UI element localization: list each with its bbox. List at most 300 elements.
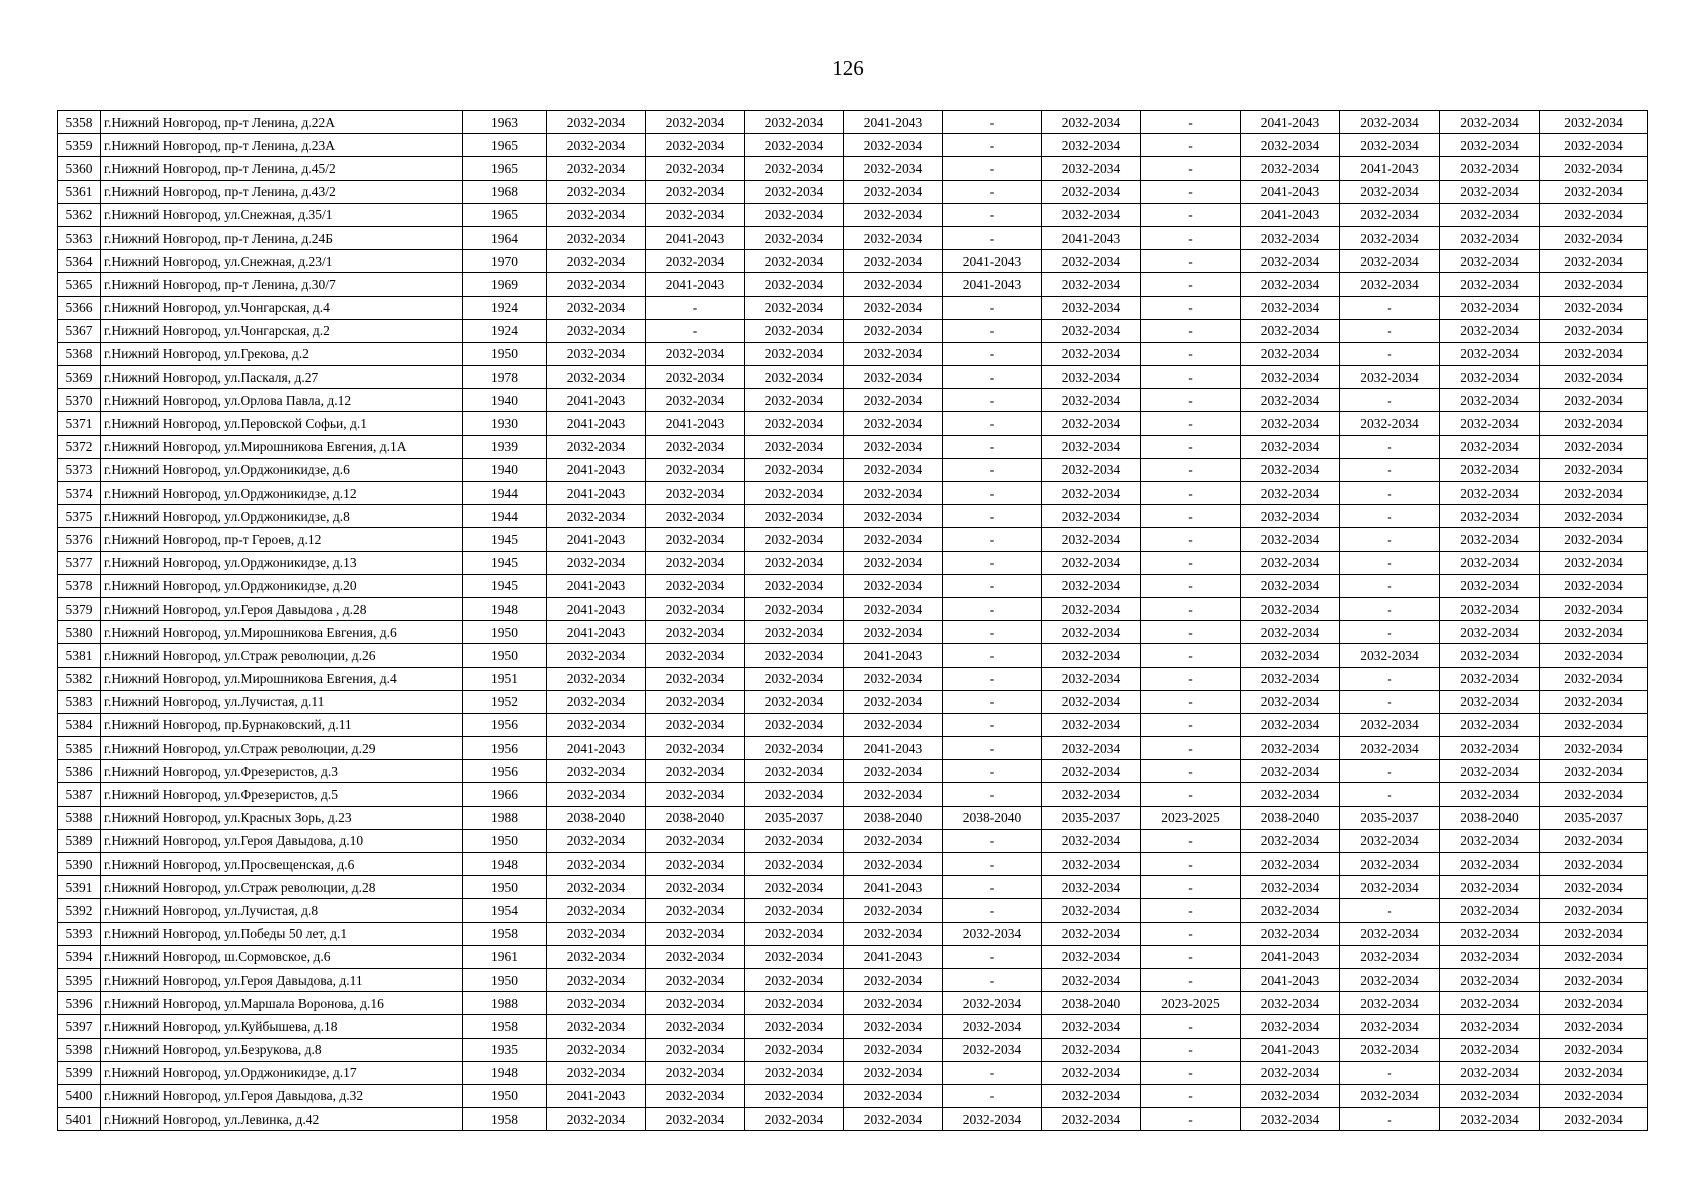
table-row xyxy=(58,1108,1648,1131)
year-cell: 1944 xyxy=(463,482,547,505)
address-cell: г.Нижний Новгород, ул.Красных Зорь, д.23 xyxy=(101,806,463,829)
period-cell-3: 2032-2034 xyxy=(745,1015,844,1038)
year-cell: 1924 xyxy=(463,296,547,319)
address-cell: г.Нижний Новгород, ул.Героя Давыдова, д.10 xyxy=(101,829,463,852)
address-cell: г.Нижний Новгород, пр-т Ленина, д.24Б xyxy=(101,226,463,249)
period-cell-11: 2032-2034 xyxy=(1540,853,1648,876)
period-cell-10: 2032-2034 xyxy=(1440,713,1540,736)
period-cell-4: 2032-2034 xyxy=(844,667,943,690)
period-cell-4: 2032-2034 xyxy=(844,319,943,342)
period-cell-11: 2032-2034 xyxy=(1540,319,1648,342)
period-cell-11: 2032-2034 xyxy=(1540,760,1648,783)
table-row xyxy=(58,551,1648,574)
period-cell-6: 2032-2034 xyxy=(1042,737,1141,760)
period-cell-3: 2032-2034 xyxy=(745,597,844,620)
period-cell-10: 2032-2034 xyxy=(1440,1108,1540,1131)
year-cell: 1945 xyxy=(463,528,547,551)
period-cell-1: 2041-2043 xyxy=(547,597,646,620)
period-cell-9: 2032-2034 xyxy=(1340,134,1440,157)
period-cell-8: 2032-2034 xyxy=(1241,319,1340,342)
period-cell-4: 2032-2034 xyxy=(844,1038,943,1061)
period-cell-10: 2032-2034 xyxy=(1440,157,1540,180)
year-cell: 1956 xyxy=(463,713,547,736)
period-cell-2: 2032-2034 xyxy=(646,389,745,412)
period-cell-9: - xyxy=(1340,528,1440,551)
period-cell-7: - xyxy=(1141,273,1241,296)
period-cell-9: - xyxy=(1340,435,1440,458)
year-cell: 1961 xyxy=(463,945,547,968)
row-number-cell: 5360 xyxy=(58,157,101,180)
address-cell: г.Нижний Новгород, ул.Орджоникидзе, д.13 xyxy=(101,551,463,574)
period-cell-6: 2032-2034 xyxy=(1042,644,1141,667)
period-cell-4: 2032-2034 xyxy=(844,899,943,922)
period-cell-8: 2032-2034 xyxy=(1241,690,1340,713)
address-cell: г.Нижний Новгород, ул.Орджоникидзе, д.6 xyxy=(101,458,463,481)
registry-table xyxy=(57,110,1648,1131)
period-cell-1: 2032-2034 xyxy=(547,945,646,968)
address-cell: г.Нижний Новгород, ул.Героя Давыдова, д.32 xyxy=(101,1084,463,1107)
period-cell-6: 2032-2034 xyxy=(1042,945,1141,968)
period-cell-3: 2032-2034 xyxy=(745,968,844,991)
period-cell-6: 2032-2034 xyxy=(1042,783,1141,806)
period-cell-1: 2032-2034 xyxy=(547,296,646,319)
period-cell-9: - xyxy=(1340,389,1440,412)
period-cell-4: 2032-2034 xyxy=(844,621,943,644)
row-number-cell: 5382 xyxy=(58,667,101,690)
period-cell-2: 2032-2034 xyxy=(646,1015,745,1038)
period-cell-8: 2032-2034 xyxy=(1241,876,1340,899)
period-cell-2: 2032-2034 xyxy=(646,713,745,736)
period-cell-8: 2032-2034 xyxy=(1241,574,1340,597)
period-cell-8: 2032-2034 xyxy=(1241,342,1340,365)
period-cell-7: - xyxy=(1141,968,1241,991)
period-cell-8: 2032-2034 xyxy=(1241,389,1340,412)
year-cell: 1950 xyxy=(463,644,547,667)
period-cell-8: 2032-2034 xyxy=(1241,899,1340,922)
period-cell-5: 2041-2043 xyxy=(943,273,1042,296)
period-cell-3: 2032-2034 xyxy=(745,389,844,412)
period-cell-8: 2032-2034 xyxy=(1241,273,1340,296)
period-cell-9: - xyxy=(1340,783,1440,806)
period-cell-3: 2032-2034 xyxy=(745,296,844,319)
period-cell-2: 2032-2034 xyxy=(646,899,745,922)
table-row xyxy=(58,829,1648,852)
row-number-cell: 5367 xyxy=(58,319,101,342)
period-cell-8: 2032-2034 xyxy=(1241,853,1340,876)
period-cell-6: 2032-2034 xyxy=(1042,760,1141,783)
period-cell-9: - xyxy=(1340,342,1440,365)
period-cell-7: 2023-2025 xyxy=(1141,992,1241,1015)
period-cell-4: 2032-2034 xyxy=(844,342,943,365)
period-cell-2: 2038-2040 xyxy=(646,806,745,829)
period-cell-9: 2032-2034 xyxy=(1340,829,1440,852)
period-cell-6: 2032-2034 xyxy=(1042,1108,1141,1131)
table-row xyxy=(58,1038,1648,1061)
period-cell-6: 2032-2034 xyxy=(1042,458,1141,481)
period-cell-4: 2041-2043 xyxy=(844,737,943,760)
period-cell-11: 2032-2034 xyxy=(1540,621,1648,644)
period-cell-7: - xyxy=(1141,1084,1241,1107)
row-number-cell: 5361 xyxy=(58,180,101,203)
table-row xyxy=(58,737,1648,760)
period-cell-11: 2035-2037 xyxy=(1540,806,1648,829)
row-number-cell: 5362 xyxy=(58,203,101,226)
period-cell-5: - xyxy=(943,737,1042,760)
year-cell: 1965 xyxy=(463,157,547,180)
period-cell-10: 2032-2034 xyxy=(1440,482,1540,505)
period-cell-7: - xyxy=(1141,180,1241,203)
period-cell-7: - xyxy=(1141,829,1241,852)
period-cell-11: 2032-2034 xyxy=(1540,1015,1648,1038)
period-cell-10: 2032-2034 xyxy=(1440,968,1540,991)
period-cell-6: 2032-2034 xyxy=(1042,551,1141,574)
row-number-cell: 5375 xyxy=(58,505,101,528)
period-cell-11: 2032-2034 xyxy=(1540,992,1648,1015)
period-cell-10: 2032-2034 xyxy=(1440,597,1540,620)
period-cell-1: 2032-2034 xyxy=(547,342,646,365)
period-cell-10: 2032-2034 xyxy=(1440,505,1540,528)
period-cell-6: 2032-2034 xyxy=(1042,690,1141,713)
period-cell-4: 2032-2034 xyxy=(844,458,943,481)
period-cell-8: 2032-2034 xyxy=(1241,134,1340,157)
period-cell-3: 2032-2034 xyxy=(745,435,844,458)
period-cell-11: 2032-2034 xyxy=(1540,134,1648,157)
period-cell-9: 2032-2034 xyxy=(1340,226,1440,249)
period-cell-6: 2032-2034 xyxy=(1042,203,1141,226)
period-cell-7: - xyxy=(1141,134,1241,157)
period-cell-1: 2032-2034 xyxy=(547,644,646,667)
period-cell-3: 2032-2034 xyxy=(745,157,844,180)
period-cell-1: 2032-2034 xyxy=(547,505,646,528)
period-cell-11: 2032-2034 xyxy=(1540,528,1648,551)
address-cell: г.Нижний Новгород, ул.Просвещенская, д.6 xyxy=(101,853,463,876)
period-cell-5: - xyxy=(943,319,1042,342)
row-number-cell: 5397 xyxy=(58,1015,101,1038)
period-cell-11: 2032-2034 xyxy=(1540,111,1648,134)
year-cell: 1944 xyxy=(463,505,547,528)
row-number-cell: 5399 xyxy=(58,1061,101,1084)
period-cell-1: 2032-2034 xyxy=(547,667,646,690)
period-cell-10: 2032-2034 xyxy=(1440,296,1540,319)
row-number-cell: 5371 xyxy=(58,412,101,435)
address-cell: г.Нижний Новгород, пр-т Ленина, д.23А xyxy=(101,134,463,157)
table-row xyxy=(58,899,1648,922)
table-row xyxy=(58,1015,1648,1038)
period-cell-8: 2038-2040 xyxy=(1241,806,1340,829)
period-cell-6: 2032-2034 xyxy=(1042,621,1141,644)
period-cell-1: 2032-2034 xyxy=(547,1061,646,1084)
period-cell-1: 2041-2043 xyxy=(547,412,646,435)
table-row xyxy=(58,968,1648,991)
period-cell-10: 2032-2034 xyxy=(1440,853,1540,876)
table-row xyxy=(58,992,1648,1015)
period-cell-2: 2032-2034 xyxy=(646,574,745,597)
year-cell: 1978 xyxy=(463,366,547,389)
period-cell-9: 2032-2034 xyxy=(1340,180,1440,203)
period-cell-1: 2032-2034 xyxy=(547,551,646,574)
table-row xyxy=(58,180,1648,203)
period-cell-9: 2035-2037 xyxy=(1340,806,1440,829)
row-number-cell: 5364 xyxy=(58,250,101,273)
period-cell-6: 2032-2034 xyxy=(1042,157,1141,180)
period-cell-11: 2032-2034 xyxy=(1540,574,1648,597)
period-cell-5: - xyxy=(943,574,1042,597)
period-cell-2: 2032-2034 xyxy=(646,992,745,1015)
period-cell-2: 2032-2034 xyxy=(646,922,745,945)
year-cell: 1950 xyxy=(463,1084,547,1107)
table-row xyxy=(58,250,1648,273)
period-cell-11: 2032-2034 xyxy=(1540,713,1648,736)
period-cell-9: 2032-2034 xyxy=(1340,1084,1440,1107)
table-row xyxy=(58,435,1648,458)
period-cell-10: 2032-2034 xyxy=(1440,412,1540,435)
period-cell-3: 2032-2034 xyxy=(745,737,844,760)
period-cell-7: - xyxy=(1141,690,1241,713)
address-cell: г.Нижний Новгород, ул.Куйбышева, д.18 xyxy=(101,1015,463,1038)
row-number-cell: 5393 xyxy=(58,922,101,945)
period-cell-9: - xyxy=(1340,458,1440,481)
period-cell-7: 2023-2025 xyxy=(1141,806,1241,829)
period-cell-5: - xyxy=(943,1061,1042,1084)
period-cell-8: 2041-2043 xyxy=(1241,968,1340,991)
period-cell-6: 2032-2034 xyxy=(1042,319,1141,342)
row-number-cell: 5386 xyxy=(58,760,101,783)
period-cell-9: 2032-2034 xyxy=(1340,273,1440,296)
period-cell-5: - xyxy=(943,296,1042,319)
address-cell: г.Нижний Новгород, ул.Лучистая, д.8 xyxy=(101,899,463,922)
period-cell-1: 2032-2034 xyxy=(547,111,646,134)
period-cell-2: 2032-2034 xyxy=(646,783,745,806)
period-cell-9: 2041-2043 xyxy=(1340,157,1440,180)
address-cell: г.Нижний Новгород, пр-т Ленина, д.30/7 xyxy=(101,273,463,296)
period-cell-11: 2032-2034 xyxy=(1540,737,1648,760)
year-cell: 1965 xyxy=(463,134,547,157)
period-cell-4: 2038-2040 xyxy=(844,806,943,829)
period-cell-11: 2032-2034 xyxy=(1540,389,1648,412)
period-cell-1: 2032-2034 xyxy=(547,319,646,342)
period-cell-2: 2041-2043 xyxy=(646,412,745,435)
period-cell-6: 2032-2034 xyxy=(1042,250,1141,273)
row-number-cell: 5400 xyxy=(58,1084,101,1107)
row-number-cell: 5387 xyxy=(58,783,101,806)
period-cell-1: 2032-2034 xyxy=(547,760,646,783)
address-cell: г.Нижний Новгород, пр-т Ленина, д.45/2 xyxy=(101,157,463,180)
table-row xyxy=(58,574,1648,597)
row-number-cell: 5373 xyxy=(58,458,101,481)
period-cell-10: 2032-2034 xyxy=(1440,273,1540,296)
address-cell: г.Нижний Новгород, ул.Мирошникова Евгения, д.4 xyxy=(101,667,463,690)
period-cell-2: 2032-2034 xyxy=(646,1038,745,1061)
period-cell-5: - xyxy=(943,435,1042,458)
period-cell-2: 2032-2034 xyxy=(646,737,745,760)
period-cell-3: 2032-2034 xyxy=(745,551,844,574)
address-cell: г.Нижний Новгород, ул.Героя Давыдова , д.28 xyxy=(101,597,463,620)
period-cell-1: 2041-2043 xyxy=(547,574,646,597)
period-cell-9: - xyxy=(1340,667,1440,690)
period-cell-5: - xyxy=(943,667,1042,690)
period-cell-3: 2032-2034 xyxy=(745,876,844,899)
table-row xyxy=(58,273,1648,296)
table-row xyxy=(58,713,1648,736)
row-number-cell: 5370 xyxy=(58,389,101,412)
period-cell-8: 2032-2034 xyxy=(1241,644,1340,667)
period-cell-2: 2032-2034 xyxy=(646,667,745,690)
year-cell: 1969 xyxy=(463,273,547,296)
period-cell-4: 2032-2034 xyxy=(844,273,943,296)
row-number-cell: 5365 xyxy=(58,273,101,296)
period-cell-4: 2032-2034 xyxy=(844,853,943,876)
period-cell-1: 2041-2043 xyxy=(547,482,646,505)
period-cell-3: 2032-2034 xyxy=(745,690,844,713)
period-cell-2: 2032-2034 xyxy=(646,180,745,203)
period-cell-9: 2032-2034 xyxy=(1340,945,1440,968)
period-cell-2: 2032-2034 xyxy=(646,157,745,180)
period-cell-5: 2032-2034 xyxy=(943,992,1042,1015)
period-cell-10: 2032-2034 xyxy=(1440,667,1540,690)
period-cell-8: 2032-2034 xyxy=(1241,1015,1340,1038)
period-cell-5: - xyxy=(943,690,1042,713)
period-cell-9: 2032-2034 xyxy=(1340,713,1440,736)
period-cell-8: 2032-2034 xyxy=(1241,760,1340,783)
period-cell-3: 2032-2034 xyxy=(745,992,844,1015)
year-cell: 1958 xyxy=(463,1108,547,1131)
period-cell-5: - xyxy=(943,203,1042,226)
year-cell: 1964 xyxy=(463,226,547,249)
period-cell-6: 2032-2034 xyxy=(1042,180,1141,203)
period-cell-11: 2032-2034 xyxy=(1540,180,1648,203)
year-cell: 1956 xyxy=(463,760,547,783)
period-cell-2: 2032-2034 xyxy=(646,1061,745,1084)
period-cell-2: 2032-2034 xyxy=(646,945,745,968)
period-cell-8: 2032-2034 xyxy=(1241,226,1340,249)
period-cell-5: - xyxy=(943,157,1042,180)
period-cell-3: 2032-2034 xyxy=(745,1084,844,1107)
year-cell: 1950 xyxy=(463,829,547,852)
period-cell-6: 2032-2034 xyxy=(1042,435,1141,458)
address-cell: г.Нижний Новгород, ул.Снежная, д.35/1 xyxy=(101,203,463,226)
period-cell-6: 2032-2034 xyxy=(1042,528,1141,551)
period-cell-7: - xyxy=(1141,250,1241,273)
period-cell-10: 2032-2034 xyxy=(1440,829,1540,852)
table-row xyxy=(58,667,1648,690)
period-cell-6: 2032-2034 xyxy=(1042,853,1141,876)
period-cell-2: 2032-2034 xyxy=(646,597,745,620)
year-cell: 1945 xyxy=(463,551,547,574)
period-cell-5: 2032-2034 xyxy=(943,1015,1042,1038)
period-cell-7: - xyxy=(1141,644,1241,667)
year-cell: 1945 xyxy=(463,574,547,597)
period-cell-5: - xyxy=(943,366,1042,389)
period-cell-7: - xyxy=(1141,203,1241,226)
period-cell-8: 2032-2034 xyxy=(1241,597,1340,620)
period-cell-3: 2032-2034 xyxy=(745,574,844,597)
year-cell: 1958 xyxy=(463,1015,547,1038)
period-cell-7: - xyxy=(1141,876,1241,899)
period-cell-2: 2041-2043 xyxy=(646,273,745,296)
period-cell-10: 2032-2034 xyxy=(1440,644,1540,667)
period-cell-8: 2032-2034 xyxy=(1241,296,1340,319)
row-number-cell: 5378 xyxy=(58,574,101,597)
period-cell-4: 2032-2034 xyxy=(844,992,943,1015)
period-cell-10: 2032-2034 xyxy=(1440,621,1540,644)
period-cell-7: - xyxy=(1141,528,1241,551)
period-cell-9: - xyxy=(1340,296,1440,319)
table-row xyxy=(58,806,1648,829)
period-cell-9: - xyxy=(1340,1108,1440,1131)
period-cell-6: 2038-2040 xyxy=(1042,992,1141,1015)
period-cell-11: 2032-2034 xyxy=(1540,273,1648,296)
period-cell-11: 2032-2034 xyxy=(1540,644,1648,667)
row-number-cell: 5359 xyxy=(58,134,101,157)
period-cell-5: - xyxy=(943,713,1042,736)
table-row xyxy=(58,945,1648,968)
period-cell-10: 2032-2034 xyxy=(1440,458,1540,481)
period-cell-9: 2032-2034 xyxy=(1340,992,1440,1015)
period-cell-11: 2032-2034 xyxy=(1540,783,1648,806)
period-cell-9: 2032-2034 xyxy=(1340,853,1440,876)
period-cell-1: 2032-2034 xyxy=(547,690,646,713)
table-row xyxy=(58,783,1648,806)
address-cell: г.Нижний Новгород, ул.Победы 50 лет, д.1 xyxy=(101,922,463,945)
period-cell-9: - xyxy=(1340,690,1440,713)
period-cell-10: 2032-2034 xyxy=(1440,180,1540,203)
period-cell-11: 2032-2034 xyxy=(1540,226,1648,249)
period-cell-5: - xyxy=(943,829,1042,852)
period-cell-7: - xyxy=(1141,412,1241,435)
period-cell-3: 2032-2034 xyxy=(745,412,844,435)
period-cell-8: 2032-2034 xyxy=(1241,551,1340,574)
year-cell: 1965 xyxy=(463,203,547,226)
period-cell-10: 2032-2034 xyxy=(1440,690,1540,713)
period-cell-10: 2032-2034 xyxy=(1440,1061,1540,1084)
period-cell-10: 2032-2034 xyxy=(1440,389,1540,412)
period-cell-6: 2032-2034 xyxy=(1042,899,1141,922)
year-cell: 1939 xyxy=(463,435,547,458)
row-number-cell: 5384 xyxy=(58,713,101,736)
period-cell-11: 2032-2034 xyxy=(1540,690,1648,713)
year-cell: 1956 xyxy=(463,737,547,760)
period-cell-7: - xyxy=(1141,597,1241,620)
period-cell-9: 2032-2034 xyxy=(1340,366,1440,389)
period-cell-5: 2041-2043 xyxy=(943,250,1042,273)
period-cell-10: 2032-2034 xyxy=(1440,551,1540,574)
period-cell-9: 2032-2034 xyxy=(1340,203,1440,226)
address-cell: г.Нижний Новгород, ул.Грекова, д.2 xyxy=(101,342,463,365)
year-cell: 1970 xyxy=(463,250,547,273)
period-cell-5: - xyxy=(943,621,1042,644)
address-cell: г.Нижний Новгород, пр-т Ленина, д.43/2 xyxy=(101,180,463,203)
period-cell-9: - xyxy=(1340,1061,1440,1084)
period-cell-1: 2041-2043 xyxy=(547,458,646,481)
period-cell-8: 2041-2043 xyxy=(1241,945,1340,968)
period-cell-9: - xyxy=(1340,482,1440,505)
period-cell-2: 2032-2034 xyxy=(646,250,745,273)
period-cell-11: 2032-2034 xyxy=(1540,551,1648,574)
period-cell-9: - xyxy=(1340,574,1440,597)
row-number-cell: 5389 xyxy=(58,829,101,852)
period-cell-2: 2032-2034 xyxy=(646,528,745,551)
row-number-cell: 5366 xyxy=(58,296,101,319)
address-cell: г.Нижний Новгород, ул.Страж революции, д.26 xyxy=(101,644,463,667)
year-cell: 1954 xyxy=(463,899,547,922)
period-cell-4: 2032-2034 xyxy=(844,157,943,180)
address-cell: г.Нижний Новгород, ул.Орлова Павла, д.12 xyxy=(101,389,463,412)
period-cell-7: - xyxy=(1141,319,1241,342)
period-cell-5: - xyxy=(943,597,1042,620)
period-cell-4: 2032-2034 xyxy=(844,203,943,226)
address-cell: г.Нижний Новгород, ул.Безрукова, д.8 xyxy=(101,1038,463,1061)
period-cell-6: 2032-2034 xyxy=(1042,667,1141,690)
